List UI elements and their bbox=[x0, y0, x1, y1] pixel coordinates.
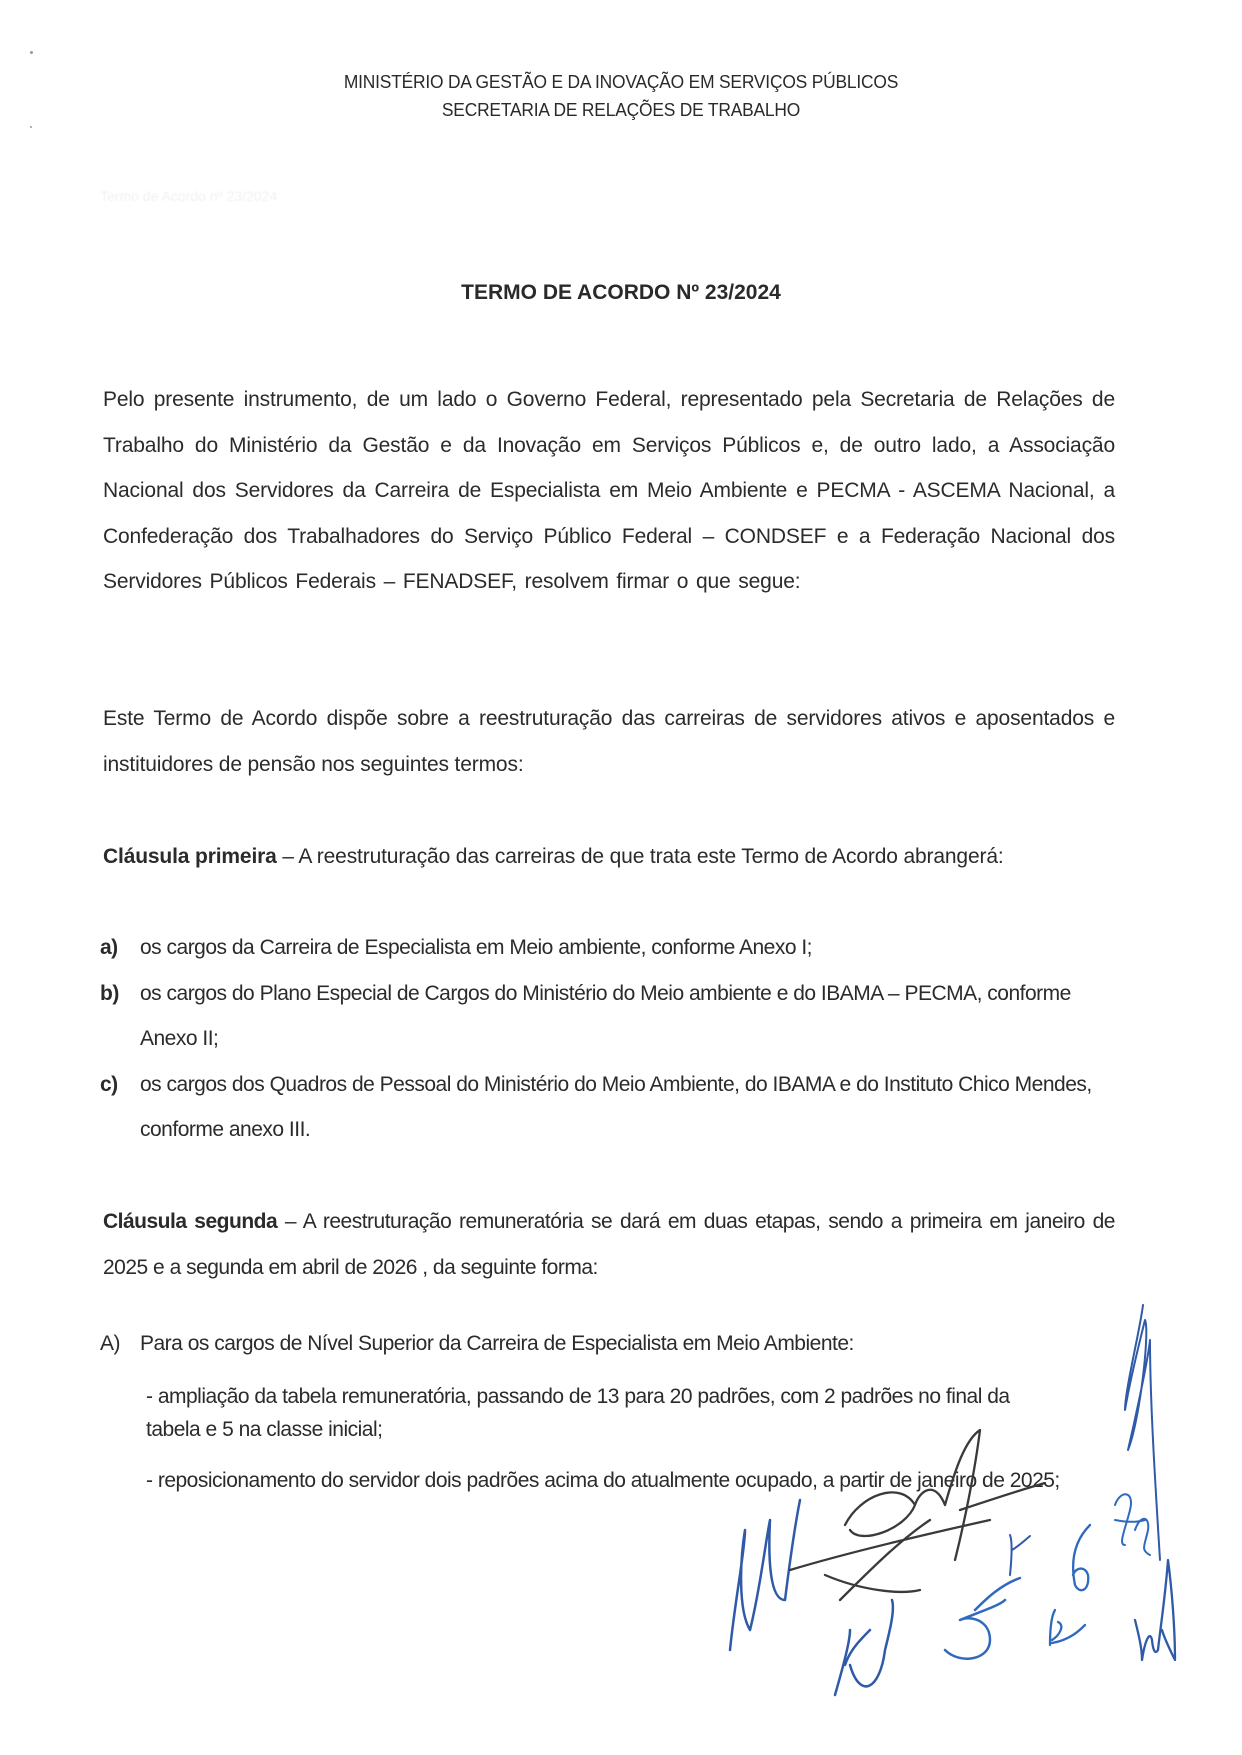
clause-two bbox=[103, 1199, 1115, 1290]
clause-two-heading: Cláusula segunda bbox=[103, 1210, 278, 1233]
clause-one-list bbox=[100, 925, 1120, 1153]
section-a-bullet: - ampliação da tabela remuneratória, passando de 13 para 20 padrões, com 2 padrões no final da tabela e 5 na classe inicial; bbox=[146, 1385, 1010, 1441]
list-item-text: os cargos da Carreira de Especialista em Meio ambiente, conforme Anexo I; bbox=[140, 936, 813, 959]
list-item bbox=[100, 925, 1120, 971]
signature-mark bbox=[1115, 1494, 1150, 1555]
signature-mark bbox=[835, 1600, 893, 1695]
list-item-label: b) bbox=[100, 981, 119, 1005]
preamble-paragraph: Pelo presente instrumento, de um lado o Governo Federal, representado pela Secretaria de Relações de Trabalho do Ministério da Gestão e da Inovação em Serviços Públicos e, de outro lado, a Associação Nacional dos Servidores da Carreira de Especialista em Meio Ambiente e PECMA - ASCEMA Nacional, a Confederação dos Trabalhadores do Serviço Público Federal – CONDSEF e a Federação Nacional dos Servidores Públicos Federais – FENADSEF, resolvem firmar o que segue: bbox=[103, 388, 1115, 593]
signature-mark bbox=[1125, 1305, 1160, 1560]
list-item-text: os cargos do Plano Especial de Cargos do Ministério do Meio ambiente e do IBAMA – PECMA, conforme Anexo II; bbox=[140, 981, 1071, 1050]
signature-mark bbox=[945, 1578, 1020, 1659]
list-item-label: a) bbox=[100, 936, 118, 959]
section-a-heading bbox=[100, 1332, 854, 1356]
list-item-text: os cargos dos Quadros de Pessoal do Ministério do Meio Ambiente, do IBAMA e do Instituto Chico Mendes, conforme anexo III. bbox=[140, 1072, 1092, 1141]
signature-mark bbox=[1073, 1525, 1090, 1590]
signature-mark bbox=[730, 1500, 800, 1650]
scan-artifact bbox=[30, 126, 32, 128]
scan-artifact bbox=[30, 51, 33, 54]
clause-one-text: – A reestruturação das carreiras de que trata este Termo de Acordo abrangerá: bbox=[276, 845, 1004, 868]
list-item bbox=[100, 1062, 1120, 1153]
scope-paragraph: Este Termo de Acordo dispõe sobre a reestruturação das carreiras de servidores ativos e aposentados e instituidores de pensão nos seguintes termos: bbox=[103, 707, 1115, 776]
signature-mark bbox=[1050, 1610, 1085, 1645]
section-a-label: A) bbox=[100, 1332, 120, 1355]
signature-mark bbox=[1135, 1560, 1175, 1660]
signature-mark bbox=[790, 1430, 1045, 1600]
clause-one bbox=[103, 834, 1115, 880]
section-a-text: Para os cargos de Nível Superior da Carreira de Especialista em Meio Ambiente: bbox=[140, 1332, 854, 1355]
ministry-name: MINISTÉRIO DA GESTÃO E DA INOVAÇÃO EM SERVIÇOS PÚBLICOS bbox=[343, 71, 899, 92]
document-header bbox=[0, 68, 1242, 124]
clause-one-heading: Cláusula primeira bbox=[103, 845, 277, 868]
document-title: TERMO DE ACORDO Nº 23/2024 bbox=[461, 281, 781, 304]
list-item bbox=[100, 971, 1120, 1062]
secretariat-name: SECRETARIA DE RELAÇÕES DE TRABALHO bbox=[441, 99, 801, 120]
show-through-text: Termo de Acordo nº 23/2024 bbox=[100, 188, 278, 204]
clause-two-text: – A reestruturação remuneratória se dará em duas etapas, sendo a primeira em janeiro de 2025 e a segunda em abril de 2026 , da seguinte forma: bbox=[103, 1210, 1115, 1279]
section-a-bullet: - reposicionamento do servidor dois padrões acima do atualmente ocupado, a partir de janeiro de 2025; bbox=[146, 1469, 1060, 1492]
signature-mark bbox=[1010, 1535, 1030, 1575]
list-item-label: c) bbox=[100, 1072, 118, 1096]
